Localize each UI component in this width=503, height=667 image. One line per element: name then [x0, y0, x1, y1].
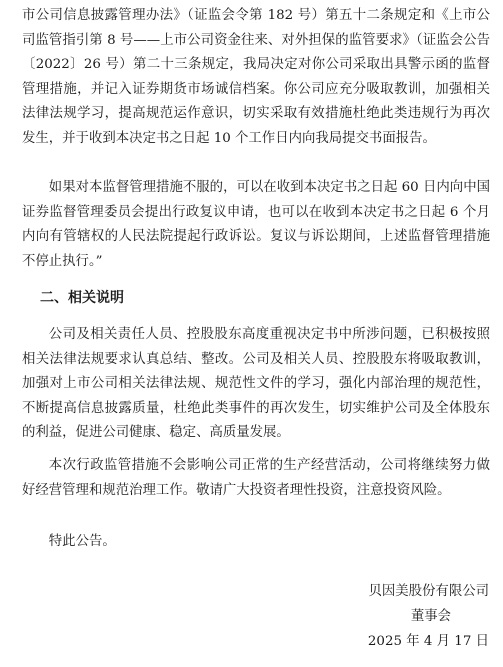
body-paragraph-appeal: 如果对本监督管理措施不服的，可以在收到本决定书之日起 60 日内向中国证券监督管理委员会提出行政复议申请，也可以在收到本决定书之日起 6 个月内向有管辖权的人民法院提起行政诉讼。复议与诉讼期间，上述监督管理措施不停止执行。” [22, 180, 490, 269]
body-paragraph-continued: 市公司信息披露管理办法》（证监会令第 182 号）第五十二条规定和《上市公司监管指引第 8 号——上市公司资金往来、对外担保的监管要求》（证监会公告〔2022〕26 号）第二十三条规定，我局决定对你公司采取出具警示函的监督管理措施，并记入证券期货市场诚信档案。你公司应充分吸取教训，加强相关法律法规学习，提高规范运作意识，切实采取有效措施杜绝此类违规行为再次发生，并于收到本决定书之日起 10 个工作日内向我局提交书面报告。 [22, 8, 490, 146]
signature-company: 贝因美股份有限公司 [368, 584, 489, 599]
body-paragraph-closing: 特此公告。 [48, 534, 116, 549]
signature-date: 2025 年 4 月 17 日 [367, 634, 489, 649]
signature-board: 董事会 [410, 609, 451, 624]
body-paragraph-rectification: 公司及相关责任人员、控股股东高度重视决定书中所涉问题，已积极按照相关法律法规要求认真总结、整改。公司及相关人员、控股股东将吸取教训，加强对上市公司相关法律法规、规范性文件的学习，强化内部治理的规范性，不断提高信息披露质量，杜绝此类事件的再次发生，切实维护公司及全体股东的利益，促进公司健康、稳定、高质量发展。 [22, 327, 490, 441]
body-paragraph-impact: 本次行政监管措施不会影响公司正常的生产经营活动，公司将继续努力做好经营管理和规范治理工作。敬请广大投资者理性投资，注意投资风险。 [22, 458, 490, 498]
section-heading: 二、相关说明 [40, 290, 124, 306]
